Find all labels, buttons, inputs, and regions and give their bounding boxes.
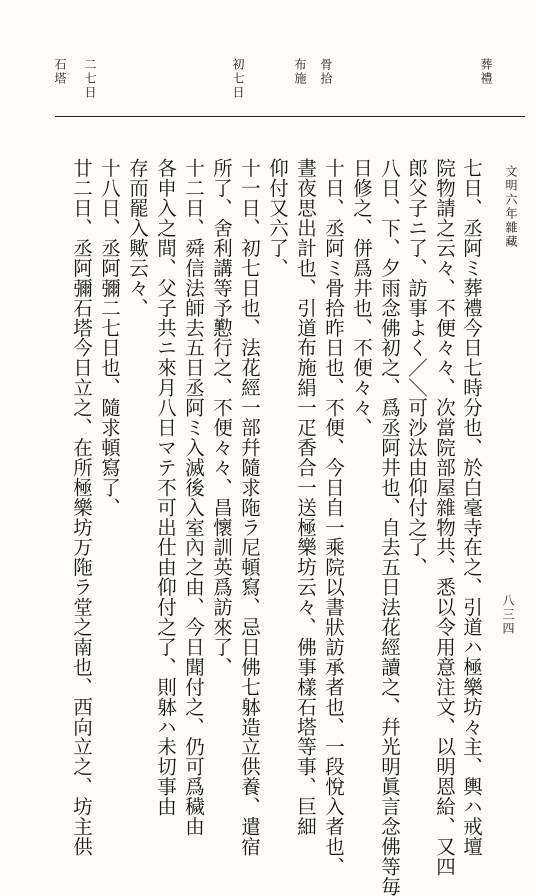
body-line-4: 八日、下、夕雨念佛初之、爲丞阿井也、自去五日法花經讀之、幷光明眞言念佛等毎 — [378, 158, 401, 896]
body-line-12: 各申入之間、父子共ニ來月八日マテ不可出仕由仰付之了、則躰ハ未切事由 — [154, 158, 177, 817]
body-line-13: 存而罷入歟云々、 — [126, 158, 149, 318]
body-line-10: 所了、舍利講等予懃行之、不便々々、昌懷訓英爲訪來了、 — [210, 158, 233, 677]
header-label-funeral: 葬禮 — [479, 58, 493, 86]
body-line-15: 廿二日、丞阿彌石塔今日立之、在所極樂坊万陁ラ堂之南也、西向立之、坊主供 — [70, 158, 93, 857]
page-number: 八三四 — [501, 594, 515, 636]
body-line-9: 十一日、初七日也、法花經一部幷隨求陁ラ尼頓寫、忌日佛七躰造立供養、遣宿 — [238, 158, 261, 857]
header-label-bone-gathering: 骨拾 — [319, 58, 333, 86]
body-line-7: 晝夜思出計也、引道布施絹一疋香合一送極樂坊云々、佛事樣石塔等事、巨細 — [294, 158, 317, 837]
body-line-3: 郎父子ニ了、訪事よく／＼可沙汰由仰付之了、 — [405, 158, 428, 577]
header-label-stone-pagoda: 石塔 — [53, 58, 67, 86]
running-title: 文明六年雜藏 — [504, 165, 518, 249]
body-line-11: 十二日、舜信法師去五日丞阿ミ入滅後入室內之由、今日聞付之、仍可爲穢由 — [182, 158, 205, 837]
header-rule — [55, 116, 525, 117]
body-line-14: 十八日、丞阿彌二七日也、隨求頓寫了、 — [98, 158, 121, 518]
body-line-1: 七日、丞阿ミ葬禮今日七時分也、於白毫寺在之、引道ハ極樂坊々主、輿ハ戒壇 — [460, 158, 483, 857]
body-line-2: 院物請之云々、不便々々、次當院部屋雜物共、悉以令用意注文、以明恩給、又四 — [433, 158, 456, 877]
body-line-6: 十日、丞阿ミ骨拾昨日也、不便、今日自一乘院以書狀訪承者也、一段悅入者也、 — [322, 158, 345, 877]
header-label-first-seventh-day: 初七日 — [231, 58, 245, 100]
header-label-alms: 布施 — [293, 58, 307, 86]
body-line-8: 仰付又六了、 — [266, 158, 289, 278]
header-label-second-seventh-day: 二七日 — [83, 58, 97, 100]
body-line-5: 日修之、併爲井也、不便々々、 — [350, 158, 373, 438]
